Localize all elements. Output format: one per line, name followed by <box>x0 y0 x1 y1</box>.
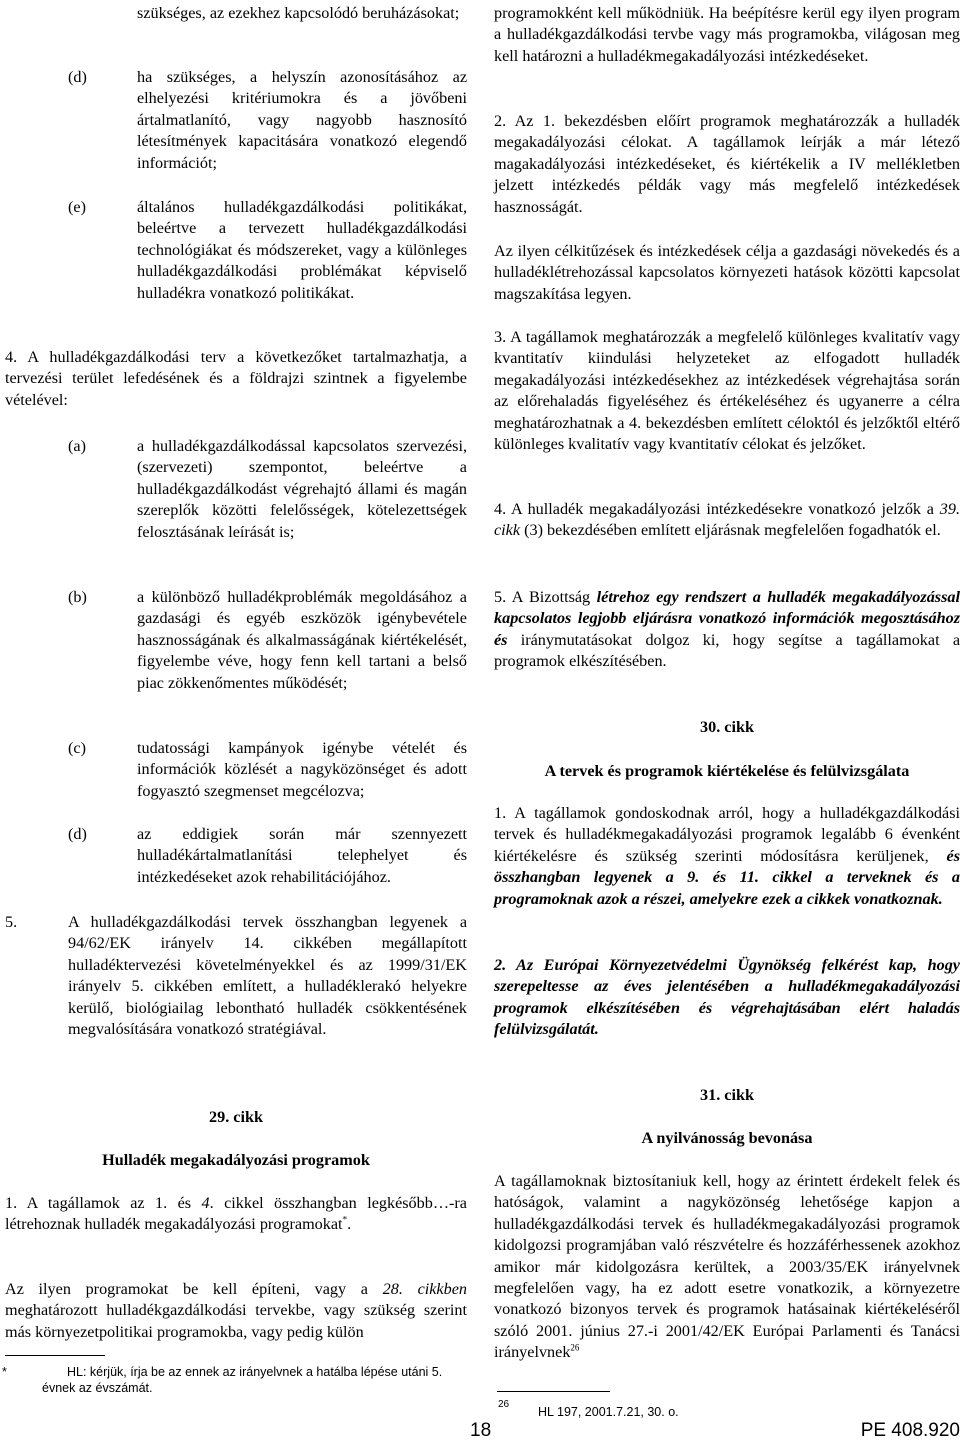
paragraph-4: 4. A hulladékgazdálkodási terv a következőket tartalmazhatja, a tervezési terület lefedésének és a földrajzi szintnek a figyelembe vételével: <box>5 348 467 409</box>
list-text: tudatossági kampányok igénybe vételét és információk közlését a nagyközönséget és adott fogyasztó szegmenset megcélozva; <box>137 739 467 800</box>
footnote-marker: * <box>342 1215 348 1226</box>
article-30-title: A tervek és programok kiértékelése és felülvizsgálata <box>544 762 910 780</box>
footnote-marker: 26 <box>498 1399 510 1410</box>
article-31-title: A nyilvánosság bevonása <box>641 1129 813 1147</box>
article-29-number: 29. cikk <box>209 1108 263 1126</box>
footnote-text: HL: kérjük, írja be az ennek az irányelvnek a hatálba lépése utáni 5. évnek az évszámát. <box>42 1365 443 1395</box>
document-reference: PE 408.920 <box>860 1420 960 1441</box>
list-text: a különböző hulladékproblémák megoldásához a gazdasági és egyéb eszközök igénybevétele hasznosságának és alkalmasságának kiértékelését, figyelembe véve, hogy fenn kell tartani a belső piac zökkenőmentes működését; <box>137 588 467 692</box>
paragraph-2: 2. Az 1. bekezdésben előírt programok meghatározzák a hulladék megakadályozási célokat. A tagállamok leírják a már létező magakadályozási intézkedéseket, és kiértékelik a IV mellékletben jelzett intézkedés példák vagy más megfelelő intézkedések hasznosságát. <box>494 112 960 216</box>
article-29-paragraph-1: 1. A tagállamok az 1. és 4. cikkel összhangban legkésőbb…-ra létrehoznak hulladék megakadályozási programokat*. <box>5 1194 467 1234</box>
list-text: a hulladékgazdálkodással kapcsolatos szervezési, (szervezeti) szempontot, beleértve a hulladékgazdálkodást végrehajtó állami és magán szereplők közötti felelősségek, kötelezettségek felosztásának leírását is; <box>137 437 467 541</box>
footnote-reference: 26 <box>570 1342 580 1353</box>
list-label: (a) <box>68 437 86 455</box>
list-label: (d) <box>68 68 87 86</box>
paragraph-2b: Az ilyen célkitűzések és intézkedések célja a gazdasági növekedés és a hulladéklétrehozással kapcsolatos környezeti hatások közötti kapcsolat magszakítása legyen. <box>494 242 960 303</box>
continuation-text: szükséges, az ezekhez kapcsolódó beruházásokat; <box>137 4 460 22</box>
article-29-paragraph-2: Az ilyen programokat be kell építeni, vagy a 28. cikkben meghatározott hulladékgazdálkodási tervekbe, vagy szükség szerint más környezetpolitikai programokba, vagy pedig külön <box>5 1280 467 1341</box>
footnote-marker: * <box>2 1365 7 1379</box>
paragraph-text: A hulladékgazdálkodási tervek összhangban legyenek a 94/62/EK irányelv 14. cikkében megállapított hulladéktervezési követelményekkel és az 1999/31/EK irányelv 5. cikkében említett, a hulladéklerakó helyekre kerülő, biológiailag lebontható hulladék csökkentésének megvalósítására vonatkozó stratégiával. <box>68 913 467 1039</box>
footnote-divider <box>497 1391 610 1392</box>
article-29-title: Hulladék megakadályozási programok <box>102 1151 370 1169</box>
article-31-paragraph: A tagállamoknak biztosítaniuk kell, hogy az érintett érdekelt felek és hatóságok, valamint a nagyközönség lehetősége kapjon a hulladékgazdálkodási tervek és hulladékmegakadályozási programok kidolgozsi programjában való részvételre és hozzáférhessenek azokhoz amikor már kidolgozásra kerültek, a 2003/35/EK irányelvnek megfelelően vagy, ha ez adott esetre vonatkozik, a környezetre vonatkozó bizonyos tervek és programok hatásainak kiértékeléséről szóló 2001. június 27.-i 2001/42/EK Európai Parlamenti és Tanácsi irányelvnek$^{26}$ <box>494 1172 960 1362</box>
paragraph-3: 3. A tagállamok meghatározzák a megfelelő különleges kvalitatív vagy kvantitatív kiindulási helyzeteket az elfogadott hulladék megakadályozási intézkedésekhez az intézkedések végrehajtása során az előrehaladás figyeléséhez és értékeléséhez és ugyanerre a célra meghatározhatnak a 4. bekezdésben említett céloktól és jelzőktől eltérő különleges kvalitatív vagy kvantitatív célokat és jelzőket. <box>494 328 960 454</box>
article-30-number: 30. cikk <box>700 718 754 736</box>
article-30-paragraph-2: 2. Az Európai Környezetvédelmi Ügynökség felkérést kap, hogy szerepeltesse az éves jelentésében a hulladékmegakadályozási programok elkészítésében és végrehajtásában elért haladás felülvizsgálatát. <box>494 956 960 1039</box>
list-label: (e) <box>68 198 86 216</box>
article-30-paragraph-1: 1. A tagállamok gondoskodnak arról, hogy a hulladékgazdálkodási tervek és hulladékmegakadályozási programok legalább 6 évenként kiértékelésre és szükség szerinti módosításra kerüljenek, és összhangban legyenek a 9. és 11. cikkel a terveknek és a programoknak azok a részei, amelyekre ezek a cikkek vonatkoznak. <box>494 804 960 908</box>
list-label: (c) <box>68 739 86 757</box>
paragraph-number: 5. <box>5 913 18 931</box>
paragraph-5: 5. A Bizottság létrehoz egy rendszert a hulladék megakadályozással kapcsolatos legjobb eljárásra vonatkozó információk megosztásához és iránymutatásokat dolgoz ki, hogy segítse a tagállamokat a programok elkészítésében. <box>494 588 960 671</box>
list-text: az eddigiek során már szennyezett hulladékártalmatlanítási telephelyet és intézkedéseket azok rehabilitációjához. <box>137 825 467 886</box>
article-31-number: 31. cikk <box>700 1086 754 1104</box>
list-text: ha szükséges, a helyszín azonosításához az elhelyezési kritériumokra és a jövőbeni ártalmatlanító, vagy nagyobb hasznosító létesítmények kapacitására vonatkozó elegendő információt; <box>137 68 467 172</box>
list-label: (b) <box>68 588 87 606</box>
page-number: 18 <box>470 1420 492 1441</box>
paragraph-4: 4. A hulladék megakadályozási intézkedésekre vonatkozó jelzők a 39. cikk (3) bekezdésében említett eljárásnak megfelelően fogadhatók el. <box>494 500 960 540</box>
list-text: általános hulladékgazdálkodási politikákat, beleértve a tervezett hulladékgazdálkodási technológiákat és módszereket, vagy a különleges hulladékgazdálkodási problémákat képviselő hulladékra vonatkozó politikákat. <box>137 198 467 302</box>
list-label: (d) <box>68 825 87 843</box>
paragraph-continuation: programokként kell működniük. Ha beépítésre kerül egy ilyen program a hulladékgazdálkodási tervbe vagy más programokba, világosan meg kell határozni a hulladékmegakadályozási intézkedéseket. <box>494 4 960 65</box>
footnote-divider <box>5 1355 105 1356</box>
footnote-text: HL 197, 2001.7.21, 30. o. <box>538 1405 679 1419</box>
